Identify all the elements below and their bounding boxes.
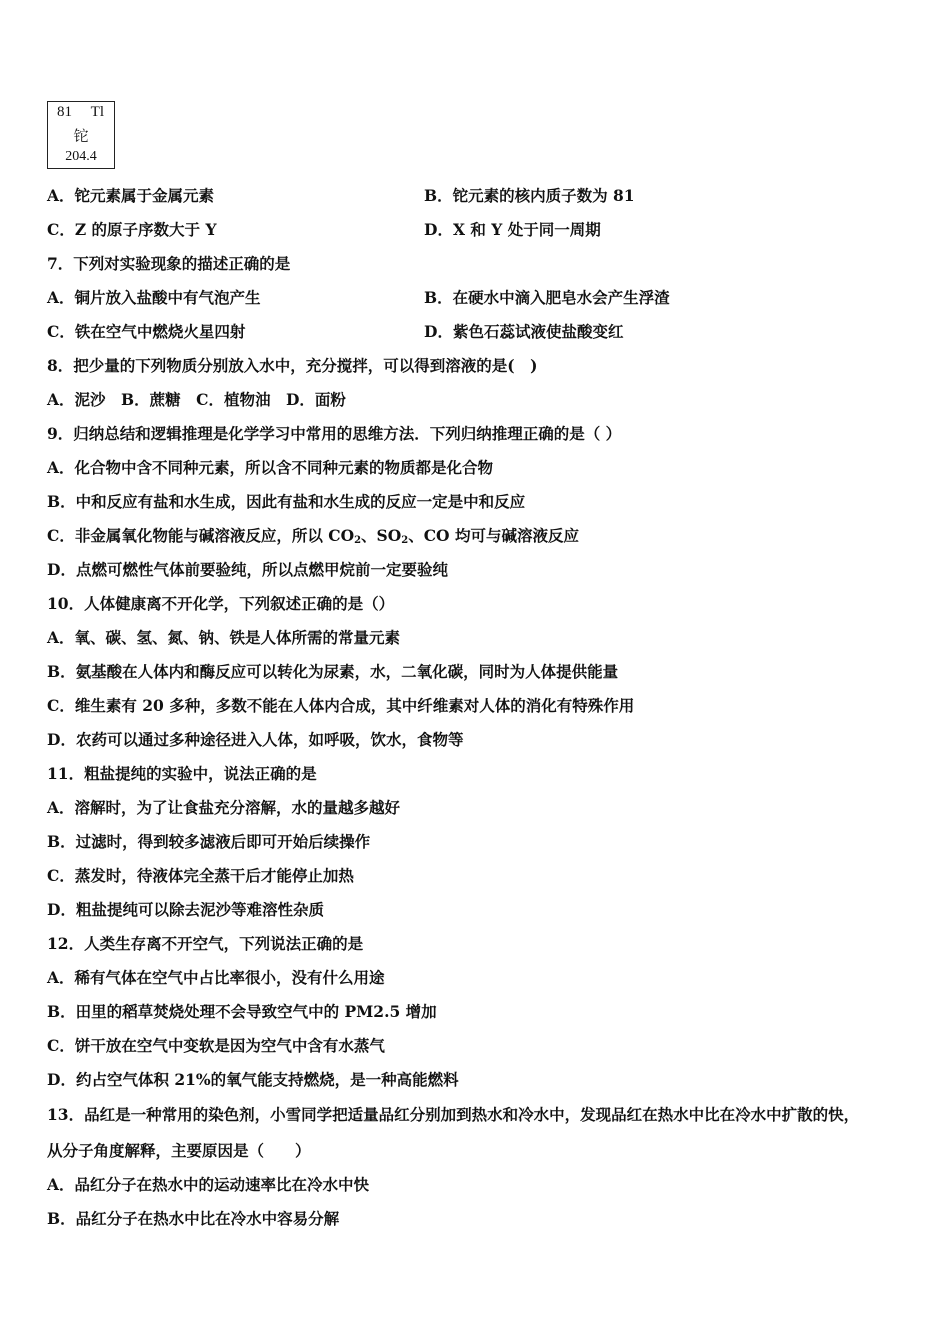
q7-options-row1 — [47, 288, 917, 308]
q11-option-a: A．溶解时，为了让食盐充分溶解，水的量越多越好 — [47, 798, 401, 817]
q7-options-row2 — [47, 322, 917, 342]
atomic-number: 81 — [57, 104, 72, 120]
q6-options-row1 — [47, 186, 917, 206]
q6-option-c: C．Z 的原子序数大于 Y — [47, 220, 217, 239]
q9-option-c-sub2: 2 — [401, 535, 409, 546]
q13-option-b: B．品红分子在热水中比在冷水中容易分解 — [47, 1209, 340, 1228]
q10-option-c: C．维生素有 20 多种，多数不能在人体内合成，其中纤维素对人体的消化有特殊作用 — [47, 696, 635, 715]
element-name: 铊 — [73, 129, 89, 145]
q7-option-b: B．在硬水中滴入肥皂水会产生浮渣 — [424, 288, 670, 307]
q7-option-c: C．铁在空气中燃烧火星四射 — [47, 322, 246, 341]
q7-stem: 7．下列对实验现象的描述正确的是 — [47, 254, 291, 273]
q11-option-d: D．粗盐提纯可以除去泥沙等难溶性杂质 — [47, 900, 324, 919]
q10-option-a: A．氧、碳、氢、氮、钠、铁是人体所需的常量元素 — [47, 628, 401, 647]
q12-option-c: C．饼干放在空气中变软是因为空气中含有水蒸气 — [47, 1036, 385, 1055]
q9-option-c-text1: C．非金属氧化物能与碱溶液反应，所以 CO — [47, 526, 355, 545]
q12-option-a: A．稀有气体在空气中占比率很小，没有什么用途 — [47, 968, 385, 987]
q9-option-c-text3: 、CO 均可与碱溶液反应 — [408, 526, 579, 545]
element-symbol: Tl — [90, 104, 104, 120]
q7-option-d: D．紫色石蕊试液使盐酸变红 — [424, 322, 624, 341]
q9-option-c-sub1: 2 — [354, 535, 362, 546]
q8-options: A．泥沙 B．蔗糖 C．植物油 D．面粉 — [47, 390, 346, 409]
q9-option-d: D．点燃可燃性气体前要验纯，所以点燃甲烷前一定要验纯 — [47, 560, 448, 579]
q6-option-a: A．铊元素属于金属元素 — [47, 186, 215, 205]
q12-stem: 12．人类生存离不开空气，下列说法正确的是 — [47, 934, 364, 953]
q11-option-b: B．过滤时，得到较多滤液后即可开始后续操作 — [47, 832, 371, 851]
q6-option-d: D．X 和 Y 处于同一周期 — [424, 220, 601, 239]
element-card-thallium — [47, 101, 115, 169]
q10-stem: 10．人体健康离不开化学，下列叙述正确的是（） — [47, 594, 395, 613]
q10-option-b: B．氨基酸在人体内和酶反应可以转化为尿素，水，二氧化碳，同时为人体提供能量 — [47, 662, 619, 681]
q9-stem: 9．归纳总结和逻辑推理是化学学习中常用的思维方法．下列归纳推理正确的是（ ） — [47, 424, 622, 443]
q13-stem-line2: 从分子角度解释，主要原因是（ ） — [47, 1141, 311, 1160]
q11-stem: 11．粗盐提纯的实验中，说法正确的是 — [47, 764, 317, 783]
q6-options-row2 — [47, 220, 917, 240]
q12-option-b: B．田里的稻草焚烧处理不会导致空气中的 PM2.5 增加 — [47, 1002, 437, 1021]
q9-option-b: B．中和反应有盐和水生成，因此有盐和水生成的反应一定是中和反应 — [47, 492, 526, 511]
q8-stem: 8．把少量的下列物质分别放入水中，充分搅拌，可以得到溶液的是( ) — [47, 356, 538, 375]
atomic-mass: 204.4 — [65, 149, 97, 164]
q9-option-c-text2: 、SO — [361, 526, 402, 545]
q11-option-c: C．蒸发时，待液体完全蒸干后才能停止加热 — [47, 866, 354, 885]
q6-option-b: B．铊元素的核内质子数为 81 — [424, 186, 635, 205]
q9-option-c — [47, 526, 917, 551]
q12-option-d: D．约占空气体积 21%的氧气能支持燃烧，是一种高能燃料 — [47, 1070, 459, 1089]
q7-option-a: A．铜片放入盐酸中有气泡产生 — [47, 288, 261, 307]
q9-option-a: A．化合物中含不同种元素，所以含不同种元素的物质都是化合物 — [47, 458, 494, 477]
q10-option-d: D．农药可以通过多种途径进入人体，如呼吸，饮水，食物等 — [47, 730, 464, 749]
q13-option-a: A．品红分子在热水中的运动速率比在冷水中快 — [47, 1175, 370, 1194]
q13-stem-line1: 13．品红是一种常用的染色剂，小雪同学把适量品红分别加到热水和冷水中，发现品红在热水中比在冷水中扩散的快， — [47, 1105, 860, 1124]
